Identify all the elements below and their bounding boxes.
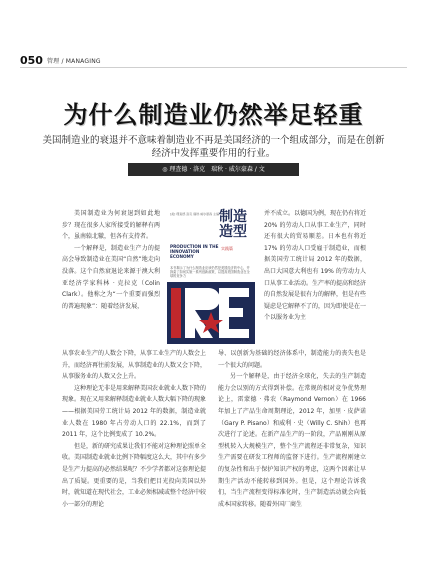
book-cover-image — [167, 208, 255, 344]
article-subtitle: 美国制造业的衰退并不意味着制造业不再是美国经济的一个组成部分，而是在创新经济中发挥重要作用的行业。 — [42, 135, 385, 159]
article-title: 为什么制造业仍然举足轻重 — [63, 101, 364, 129]
page-header — [20, 54, 101, 66]
cover-red-stripe — [171, 288, 181, 338]
paragraph: 另一个解释是，由于经济全球化，失去的生产制造能力会以别的方式得到补偿。在常规的相对竞争优势理论上，雷蒙德 · 弗农（Raymond Vernon）在 1966 年加上了产品生命周期理论，2012 年，加里 · 皮萨诺（Gary P. Pisano）和威利 · 史（Willy C. Shih）也再次进行了论述。在新产品生产的一阶段，产品刚刚从原型机转入大规模生产，整个生产流程还非常复杂，知识生产需要在研发工程师的监督下进行。生产流程刚建立的复杂性和出于保护知识产权的考虑，这两个因素让早期生产活动不能转移到国外。但是，这个理论告诉我们，当生产流程变得标准化时，生产制造活动就会向低成本国家转移。随着外国厂商生 — [218, 373, 366, 508]
section-label: 管理 / MANAGING — [46, 57, 101, 65]
paragraph: 美国制造业为何衰退到如此地步？现在很多人家所接受的解释有两个，虽南辕北辙，但各有支持者。 — [62, 210, 160, 241]
paragraph: 并不成立。以德国为例，现在仍有将近 20% 的劳动人口从事工业生产，同时还有很大的贸易顺差。日本也有将近 17% 的劳动人口受雇于制造业，而根据美国劳工统计局 2012 年的数据，出口大国意大利也有 19% 的劳动力人口从事工业活动。生产率的提高和经济的自然发展是很有力的解释，但是有些疑虑是它解释不了的，因为即使是在一个以服务业为主 — [264, 210, 367, 322]
article-column-right-bottom — [218, 348, 366, 510]
cover-letter-e-top — [219, 288, 249, 297]
book-cover-art — [167, 282, 255, 344]
article-column-right-top — [264, 208, 366, 324]
cover-letter-e-bottom — [219, 329, 249, 338]
paragraph: 从事农业生产的人数会下降，从事工业生产的人数会上升，而经济再往前发展，从事制造业的人数又会下降，从事服务业的人数又会上升。 — [62, 350, 207, 381]
paragraph: 导、以创新为基础的经济体系中，制造能力的丧失也是一个很大的问题。 — [218, 350, 366, 369]
header-divider — [20, 67, 407, 68]
paragraph: 一个解释是，制造业生产力的提高会导致制造业在美国“自然”地走向没落。这个自然衰退论来源于澳大利亚经济学家科林 · 克拉克（Colin Clark）。他称之为“一个重要而强烈的普遍现象”：随着经济发展， — [62, 244, 160, 310]
book-title-cn: 制造造型 — [219, 209, 247, 240]
book-title-en: PRODUCTION IN THE INNOVATION ECONOMY — [170, 244, 219, 259]
cover-letter-e-mid — [219, 308, 243, 317]
paragraph: 这种理论无非是用来解释美国农业就业人数下降的现象。现在又用来解释制造业就业人数大幅下降的现象——根据美国劳工统计局 2012 年的数据，制造业就业人数在 1980 年占劳动人口的 22.1%，而到了 2011 年，这个比例变成了 10.2%。 — [62, 384, 207, 439]
book-description: 本书揭示了为什么制造业应该仍然是美国经济的中心，并探索了如何实施一系列创新政策，以提高美国制造业在全球的竞争力 — [170, 266, 250, 279]
article-column-left-bottom — [62, 348, 206, 510]
page-number: 050 — [20, 53, 43, 67]
paragraph: 但是，新的研究成果让我们不能对这种理论照单全收。美国制造业就业比例下降幅度这么大，其中有多少是生产力提高的必然结果呢？不少学者都对这套理论提出了质疑。更重要的是，当我们把目光投向美国以外时，就知道在现代社会，工业必须相减或整个经济中较小一部分的理论 — [62, 442, 207, 508]
book-author-line: [美] 理查德·洛克 瑞秋·威尔豪森 主编 — [170, 212, 220, 216]
book-edition: 实践篇 — [221, 246, 233, 251]
author-byline: ◎ 理查德 · 洛克 瑞秋 · 威尔豪森 / 文 — [128, 163, 299, 176]
article-column-left-top — [62, 208, 160, 312]
